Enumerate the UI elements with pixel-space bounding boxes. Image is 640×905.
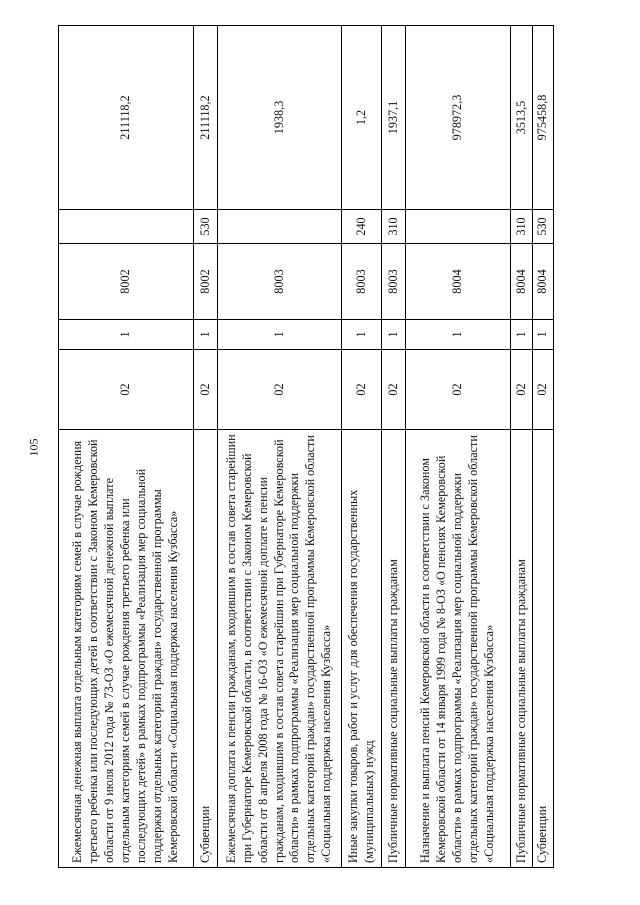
row-amount: 1,2 <box>342 26 382 210</box>
row-code-4: 240 <box>342 210 382 244</box>
row-code-1: 02 <box>218 350 342 430</box>
row-code-3: 8003 <box>342 244 382 320</box>
table-row <box>59 26 194 868</box>
row-description: Ежемесячная денежная выплата отдельным категориям семей в случае рождения третьего ребенка или последующих детей в соответствии с Законом Кемеровской области от 9 июля 2012 года № 73-ОЗ «О ежемесячной денежной выплате отдельным категориям семей в случае рождения третьего ребенка или последующих детей» в рамках подпрограммы «Реализация мер социальной поддержки отдельных категорий граждан» государственной программы Кемеровской области «Социальная поддержка населения Кузбасса» <box>59 430 194 868</box>
row-description: Публичные нормативные социальные выплаты гражданам <box>382 430 406 868</box>
row-code-3: 8004 <box>533 244 554 320</box>
row-description: Иные закупки товаров, работ и услуг для обеспечения государственных (муниципальных) нужд <box>342 430 382 868</box>
table-row <box>533 26 554 868</box>
row-code-1: 02 <box>533 350 554 430</box>
row-code-2: 1 <box>382 320 406 350</box>
row-amount: 1938,3 <box>218 26 342 210</box>
table-row <box>406 26 511 868</box>
row-amount: 1937,1 <box>382 26 406 210</box>
row-code-2: 1 <box>59 320 194 350</box>
row-code-3: 8003 <box>382 244 406 320</box>
row-code-4 <box>59 210 194 244</box>
row-code-2: 1 <box>511 320 533 350</box>
row-code-4 <box>218 210 342 244</box>
row-code-1: 02 <box>194 350 218 430</box>
row-code-2: 1 <box>342 320 382 350</box>
rotated-table-area <box>58 26 549 868</box>
page-number: 105 <box>26 438 41 457</box>
row-code-3: 8002 <box>194 244 218 320</box>
table-row <box>382 26 406 868</box>
row-description: Публичные нормативные социальные выплаты гражданам <box>511 430 533 868</box>
row-amount: 978972,3 <box>406 26 511 210</box>
row-code-4: 530 <box>194 210 218 244</box>
table-row <box>511 26 533 868</box>
row-code-1: 02 <box>406 350 511 430</box>
row-description: Назначение и выплата пенсий Кемеровской области в соответствии с Законом Кемеровской области от 14 января 1999 года № 8-ОЗ «О пенсиях Кемеровской области» в рамках подпрограммы «Реализация мер социальной поддержки отдельных категорий граждан» государственной программы Кемеровской области «Социальная поддержка населения Кузбасса» <box>406 430 511 868</box>
row-code-2: 1 <box>218 320 342 350</box>
row-description: Ежемесячная доплата к пенсии гражданам, входившим в состав совета старейшин при Губернаторе Кемеровской области, в соответствии с Законом Кемеровской области от 8 апреля 2008 года № 16-ОЗ «О ежемесячной доплате к пенсии гражданам, входившим в состав совета старейшин при Губернаторе Кемеровской области» в рамках подпрограммы «Реализация мер социальной поддержки отдельных категорий граждан» государственной программы Кемеровской области «Социальная поддержка населения Кузбасса» <box>218 430 342 868</box>
row-description: Субвенции <box>533 430 554 868</box>
row-amount: 3513,5 <box>511 26 533 210</box>
row-code-3: 8002 <box>59 244 194 320</box>
row-code-3: 8004 <box>406 244 511 320</box>
row-code-1: 02 <box>511 350 533 430</box>
row-code-2: 1 <box>533 320 554 350</box>
row-code-4: 310 <box>382 210 406 244</box>
table-wrapper <box>58 26 549 868</box>
row-code-1: 02 <box>59 350 194 430</box>
row-amount: 211118,2 <box>59 26 194 210</box>
row-code-1: 02 <box>382 350 406 430</box>
row-amount: 211118,2 <box>194 26 218 210</box>
row-code-4 <box>406 210 511 244</box>
row-code-3: 8003 <box>218 244 342 320</box>
row-code-3: 8004 <box>511 244 533 320</box>
row-code-4: 310 <box>511 210 533 244</box>
table-row <box>194 26 218 868</box>
row-code-2: 1 <box>194 320 218 350</box>
row-code-1: 02 <box>342 350 382 430</box>
row-code-2: 1 <box>406 320 511 350</box>
table-row <box>218 26 342 868</box>
row-amount: 975458,8 <box>533 26 554 210</box>
row-description: Субвенции <box>194 430 218 868</box>
budget-table <box>58 25 554 868</box>
table-row <box>342 26 382 868</box>
row-code-4: 530 <box>533 210 554 244</box>
